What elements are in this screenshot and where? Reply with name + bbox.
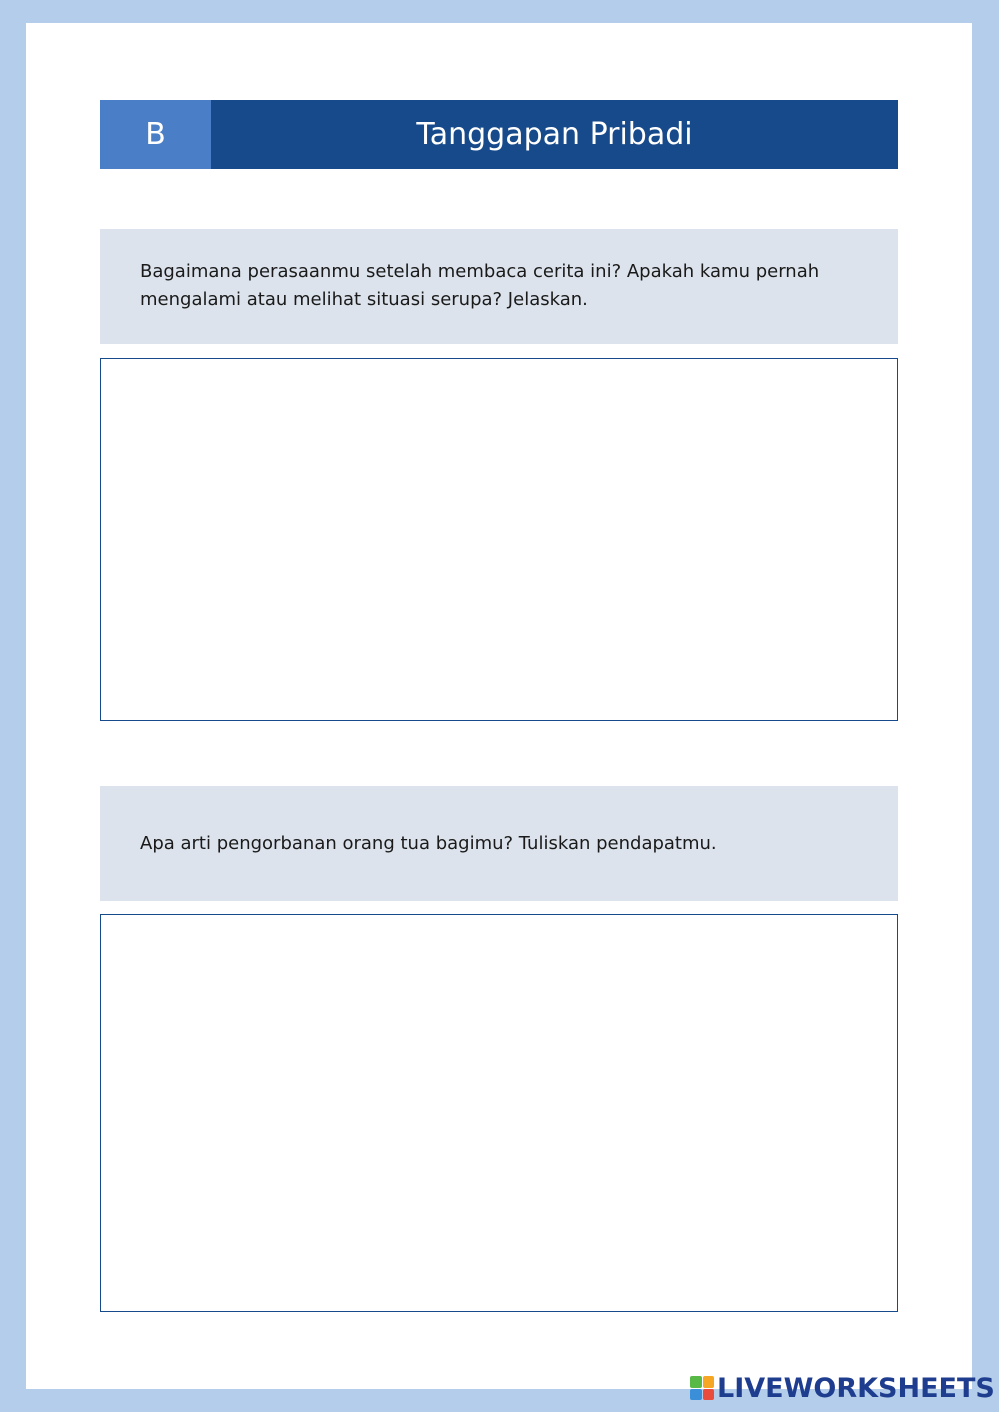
- answer-box-1[interactable]: [100, 358, 898, 721]
- liveworksheets-logo: [690, 1374, 995, 1402]
- section-title: Tanggapan Pribadi: [416, 117, 693, 152]
- logo-square-orange: [703, 1376, 715, 1388]
- logo-square-green: [690, 1376, 702, 1388]
- logo-square-red: [703, 1389, 715, 1401]
- liveworksheets-logo-text: LIVEWORKSHEETS: [717, 1372, 995, 1404]
- question-2-text: Apa arti pengorbanan orang tua bagimu? Tuliskan pendapatmu.: [140, 832, 717, 854]
- answer-box-2[interactable]: [100, 914, 898, 1312]
- section-letter: B: [100, 100, 211, 169]
- section-header: [100, 100, 898, 169]
- liveworksheets-logo-icon: [690, 1376, 714, 1400]
- question-1: Bagaimana perasaanmu setelah membaca cerita ini? Apakah kamu pernah mengalami atau melihat situasi serupa? Jelaskan.: [100, 229, 898, 344]
- logo-square-blue: [690, 1389, 702, 1401]
- question-2: [100, 786, 898, 901]
